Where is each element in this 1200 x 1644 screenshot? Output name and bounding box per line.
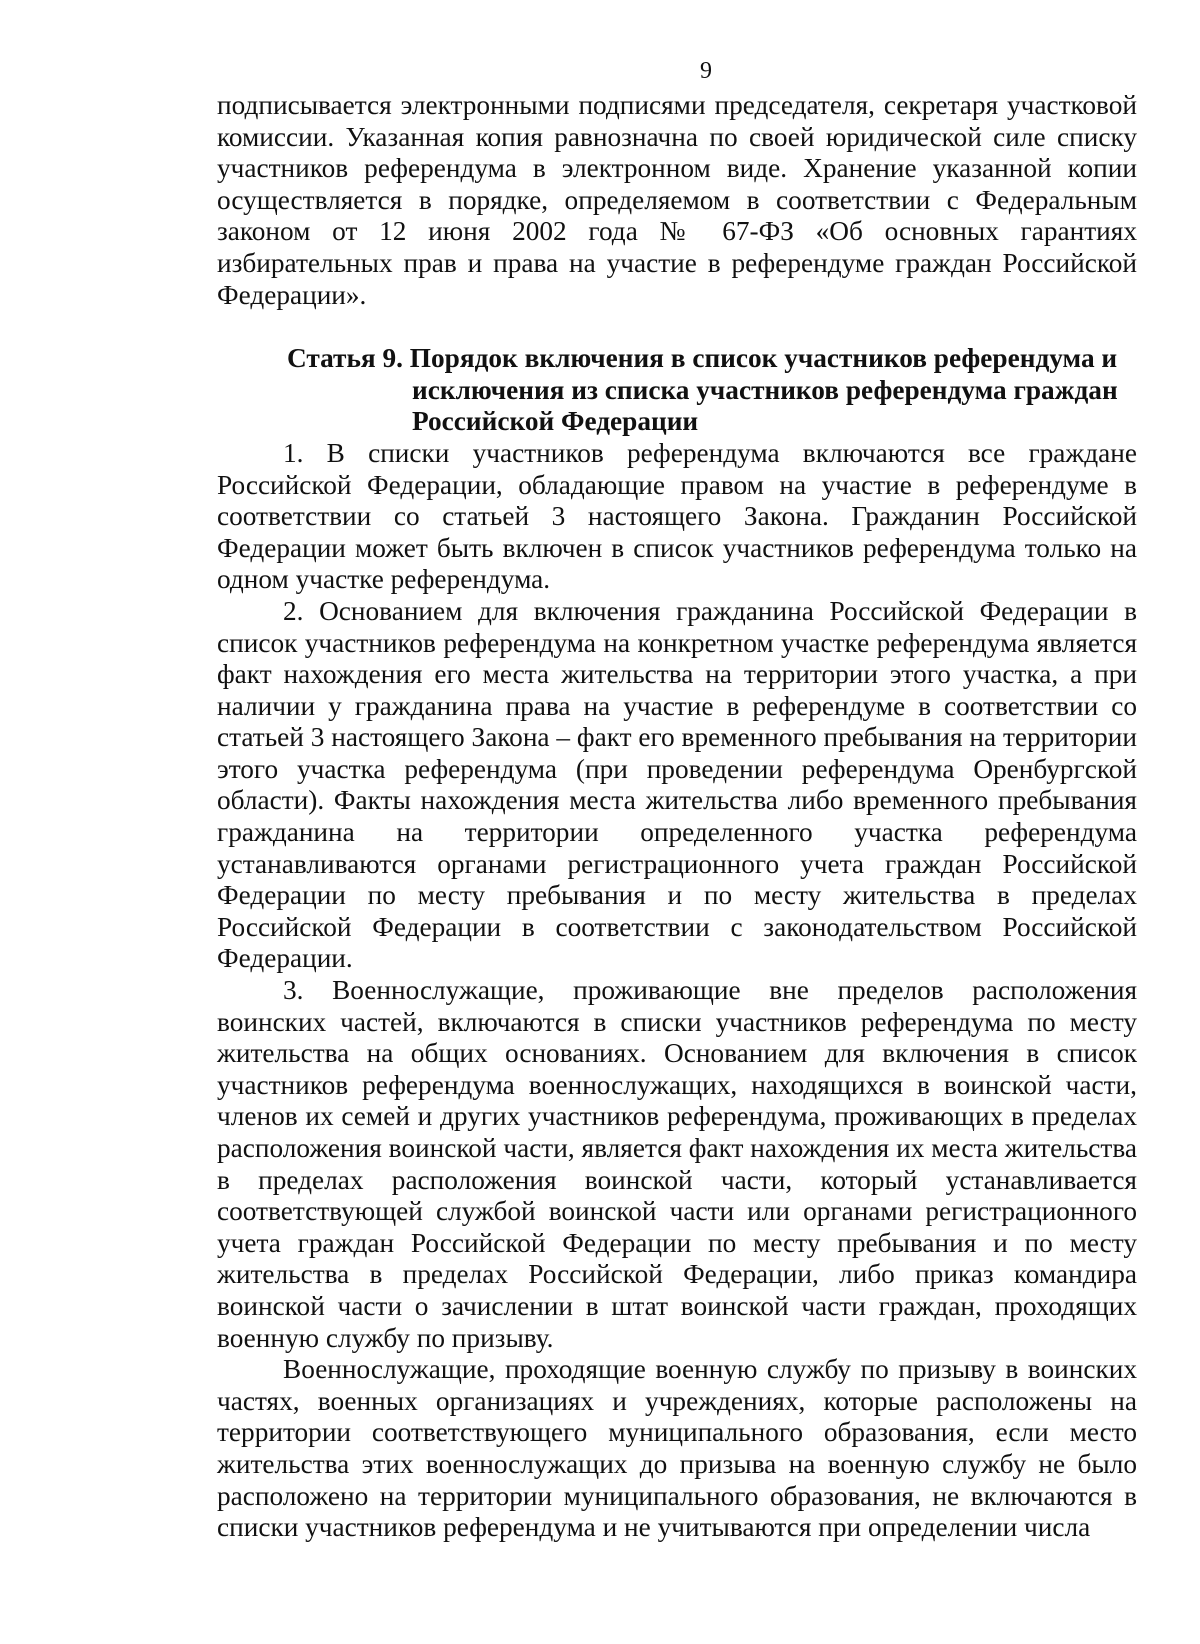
page-number: 9 [700,58,712,84]
paragraph-item-1: 1. В списки участников референдума включаются все граждане Российской Федерации, обладающие правом на участие в референдуме в соответствии со статьей 3 настоящего Закона. Гражданин Российской Федерации может быть включен в список участников референдума только на одном участке референдума. [217,437,1137,595]
paragraph-conscripts: Военнослужащие, проходящие военную службу по призыву в воинских частях, военных организациях и учреждениях, которые расположены на территории соответствующего муниципального образования, если место жительства этих военнослужащих до призыва на военную службу не было расположено на территории муниципального образования, не включаются в списки участников референдума и не учитываются при определении числа [217,1354,1137,1543]
paragraph-continuation: подписывается электронными подписями председателя, секретаря участковой комиссии. Указанная копия равнозначна по своей юридической силе списку участников референдума в электронном виде. Хранение указанной копии осуществляется в порядке, определяемом в соответствии с Федеральным законом от 12 июня 2002 года № 67-ФЗ «Об основных гарантиях избирательных прав и права на участие в референдуме граждан Российской Федерации». [217,90,1137,310]
document-body [217,90,1137,1544]
paragraph-item-3: 3. Военнослужащие, проживающие вне пределов расположения воинских частей, включаются в списки участников референдума по месту жительства на общих основаниях. Основанием для включения в список участников референдума военнослужащих, находящихся в воинской части, членов их семей и других участников референдума, проживающих в пределах расположения воинской части, является факт нахождения их места жительства в пределах расположения воинской части, который устанавливается соответствующей службой воинской части или органами регистрационного учета граждан Российской Федерации по месту пребывания и по месту жительства в пределах Российской Федерации, либо приказ командира воинской части о зачислении в штат воинской части граждан, проходящих военную службу по призыву. [217,975,1137,1353]
paragraph-item-2: 2. Основанием для включения гражданина Российской Федерации в список участников референдума на конкретном участке референдума является факт нахождения его места жительства на территории этого участка, а при наличии у гражданина права на участие в референдуме в соответствии со статьей 3 настоящего Закона – факт его временного пребывания на территории этого участка референдума (при проведении референдума Оренбургской области). Факты нахождения места жительства либо временного пребывания гражданина на территории определенного участка референдума устанавливаются органами регистрационного учета граждан Российской Федерации по месту пребывания и по месту жительства в пределах Российской Федерации в соответствии с законодательством Российской Федерации. [217,595,1137,974]
article-heading: Статья 9. Порядок включения в список участников референдума и исключения из списка участников референдума граждан Российской Федерации [287,343,1118,437]
